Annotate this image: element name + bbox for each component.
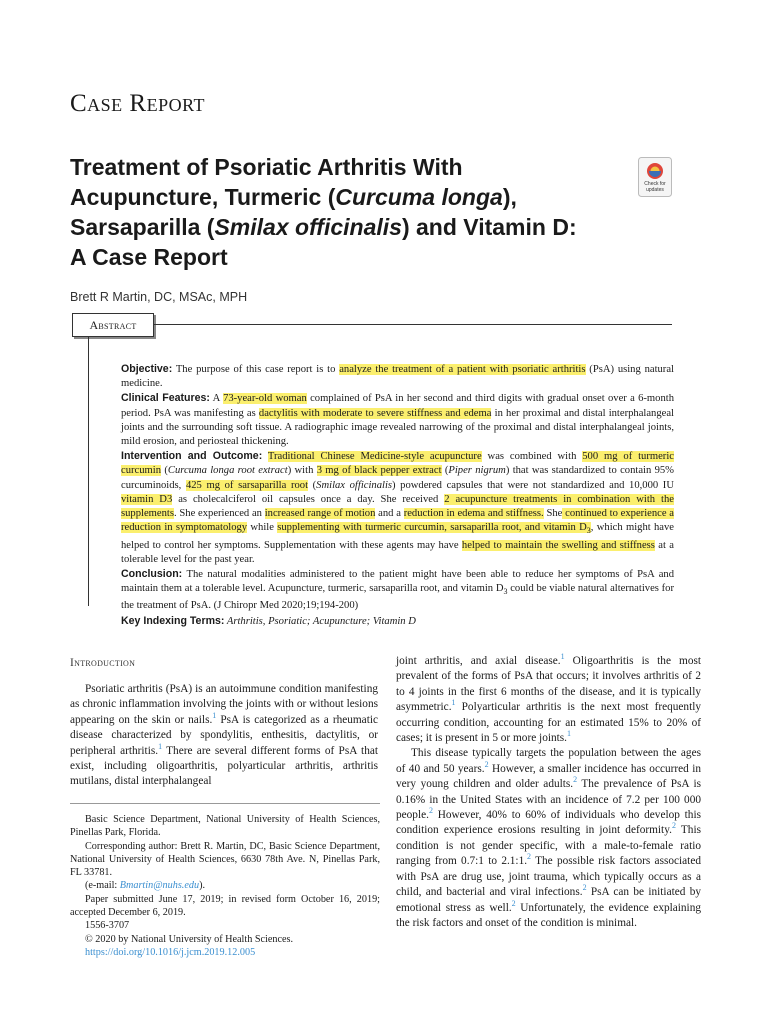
citation-link[interactable]: 2 xyxy=(484,760,489,770)
footnote-issn: 1556-3707 xyxy=(85,920,130,932)
citation-link[interactable]: 2 xyxy=(511,898,516,908)
citation-link[interactable]: 1 xyxy=(567,729,571,739)
abstract-divider xyxy=(154,324,672,325)
intro-column-left xyxy=(70,682,378,790)
abstract-keywords: Key Indexing Terms: Arthritis, Psoriatic; Acupuncture; Vitamin D xyxy=(121,614,416,627)
abstract-tab: Abstract xyxy=(72,313,154,337)
footnote-corresponding: Corresponding author: Brett R. Martin, DC, Basic Science Department, National University of Health Sciences, 6630 78th Ave. N, Pinellas Park, FL 33781. xyxy=(70,840,380,879)
citation-link[interactable]: 1 xyxy=(451,698,456,708)
abstract-objective: Objective: The purpose of this case report is to analyze the treatment of a patient with psoriatic arthritis (PsA) using natural medicine. xyxy=(121,363,674,390)
citation-link[interactable]: 1 xyxy=(212,711,217,721)
abstract-body xyxy=(121,362,674,629)
check-for-updates-badge[interactable] xyxy=(638,157,672,197)
citation-link[interactable]: 2 xyxy=(573,775,578,785)
abstract-intervention: Intervention and Outcome: Traditional Chinese Medicine-style acupuncture was combined with 500 mg of turmeric curcumin (Curcuma longa root extract) with 3 mg of black pepper extract (Piper nigrum) that was standardized to contain 95% curcuminoids, 425 mg of sarsaparilla root (Smilax officinalis) powdered capsules that were not standardized and 10,000 IU vitamin D3 as cholecalciferol oil capsules once a day. She received 2 acupuncture treatments in combination with the supplements. She experienced an increased range of motion and a reduction in edema and stiffness. She continued to experience a reduction in symptomatology while supplementing with turmeric curcumin, sarsaparilla root, and vitamin $D_3$, which might have helped to control her symptoms. Supplementation with these agents may have helped to maintain the swelling and stiffness at a tolerable level for the past year. xyxy=(121,450,675,565)
intro-paragraph: This disease typically targets the population between the ages of 40 and 50 years.$^2$ However, a smaller incidence has occurred in very young children and older adults.$^2$ The prevalence of PsA is 0.16% in the United States with an incidence of 7.2 per 100 000 people.$^2$ However, 40% to 60% of individuals who develop this condition experience erosions resulting in joint deformity.$^2$ This condition is not gender specific, with a male-to-female ratio ranging from 0.7:1 to 2.1:1.$^2$ The possible risk factors associated with PsA are drug use, joint trauma, which typically occurs as a child, and bacterial and viral infections.$^2$ PsA can be initiated by emotional stress as well.$^2$ Unfortunately, the evidence explaining the risk factors and onset of the condition is minimal. xyxy=(396,747,701,929)
title-line: Treatment of Psoriatic Arthritis With xyxy=(70,154,463,180)
citation-link[interactable]: 2 xyxy=(428,806,433,816)
citation-link[interactable]: 2 xyxy=(527,852,532,862)
section-label: Case Report xyxy=(70,90,206,117)
footnotes xyxy=(70,813,380,959)
citation-link[interactable]: 2 xyxy=(582,883,587,893)
footnote-email: (e-mail: Bmartin@nuhs.edu). xyxy=(85,880,206,892)
abstract-conclusion: Conclusion: The natural modalities administered to the patient might have been able to reduce her symptoms of PsA and maintain them at a tolerable level. Acupuncture, turmeric, sarsaparilla root, and vitamin $D_3$ could be viable natural alternatives for the treatment of PsA. (J Chiropr Med 2020;19;194-200) xyxy=(121,567,674,612)
title-line: A Case Report xyxy=(70,244,228,270)
abstract-clinical-features: Clinical Features: A 73-year-old woman complained of PsA in her second and third digits with gradual onset over a 6-month period. PsA was manifesting as dactylitis with moderate to severe stiffness and edema in her proximal and distal interphalangeal joints and the surrounding soft tissue. A radiographic image revealed narrowing of the proximal and distal interphalangeal joints, mild erosion, and periosteal thickening. xyxy=(121,392,675,448)
citation-link[interactable]: 1 xyxy=(560,652,565,662)
doi-link[interactable]: https://doi.org/10.1016/j.jcm.2019.12.005 xyxy=(85,946,256,958)
email-link[interactable]: Bmartin@nuhs.edu xyxy=(119,880,200,892)
citation-link[interactable]: 2 xyxy=(671,821,676,831)
footnote-divider xyxy=(70,803,380,804)
intro-column-right xyxy=(396,654,701,931)
article-title xyxy=(70,152,650,272)
footnote-copyright: © 2020 by National University of Health Sciences. xyxy=(85,933,294,945)
footnote-submitted: Paper submitted June 17, 2019; in revised form October 16, 2019; accepted December 6, 2019. xyxy=(70,893,380,919)
footnote-affiliation: Basic Science Department, National University of Health Sciences, Pinellas Park, Florida. xyxy=(70,814,380,839)
abstract-vertical-rule xyxy=(88,336,89,606)
badge-text: Check for updates xyxy=(644,181,666,193)
author: Brett R Martin, DC, MSAc, MPH xyxy=(70,290,248,304)
intro-paragraph: Psoriatic arthritis (PsA) is an autoimmune condition manifesting as chronic inflammation involving the joints with or without lesions appearing on the skin or nails.$^1$ PsA is categorized as a rheumatic disease characterized by spondylitis, enthesitis, dactylitis, or peripheral arthritis.$^1$ There are several different forms of PsA that exist, including oligoarthritis, polyarticular arthritis, arthritis mutilans, distal interphalangeal xyxy=(70,683,378,788)
citation-link[interactable]: 1 xyxy=(158,741,163,751)
title-line: Acupuncture, Turmeric (Curcuma longa), xyxy=(70,184,517,210)
section-heading-introduction: Introduction xyxy=(70,657,136,669)
intro-paragraph: joint arthritis, and axial disease.$^1$ Oligoarthritis is the most prevalent of the forms of PsA that occurs; it involves arthritis of 2 to 4 joints in the first 6 months of the disease, and it is typically asymmetric.$^1$ Polyarticular arthritis is the next most frequently occurring condition, accounting for an estimated 15% to 20% of cases; it is present in 5 or more joints.$^1$ xyxy=(396,652,701,745)
title-line: Sarsaparilla (Smilax officinalis) and Vitamin D: xyxy=(70,214,577,240)
